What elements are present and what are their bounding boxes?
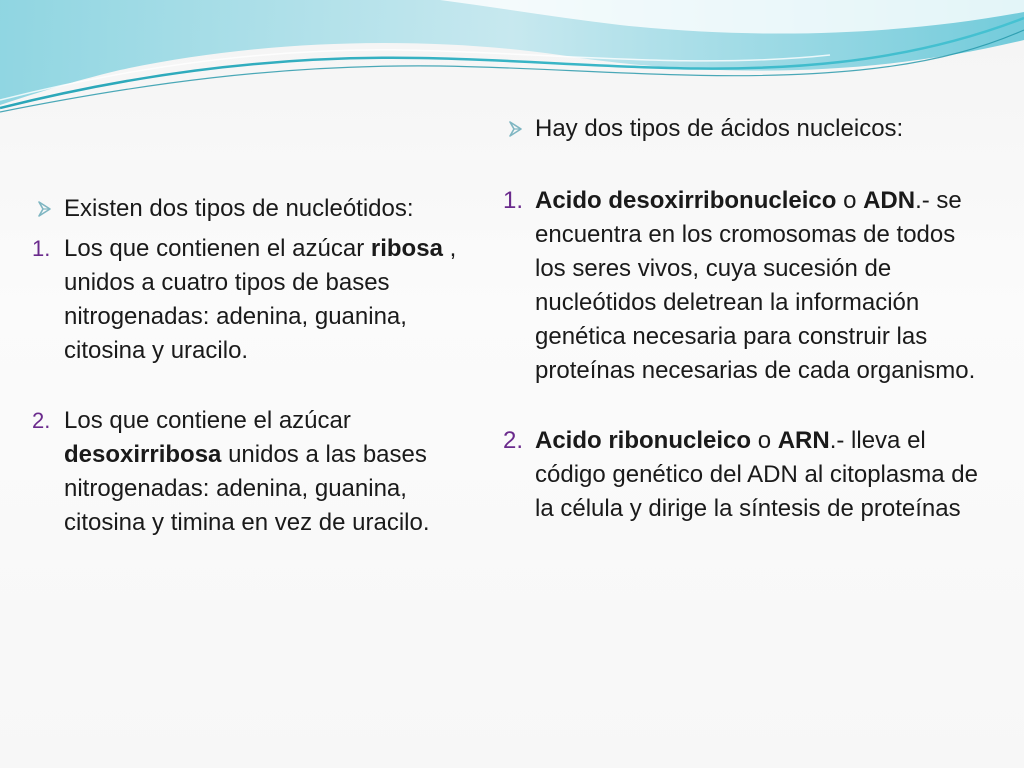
item-text-post: , unidos a cuatro tipos de bases nitrogenadas: adenina, guanina, citosina y uracilo. (64, 235, 457, 364)
left-bullet-text: Existen dos tipos de nucleótidos: (64, 195, 414, 222)
chevron-arrow-bullet-icon (36, 200, 54, 218)
item-acronym-bold: ARN (777, 427, 830, 454)
right-column (503, 112, 983, 526)
right-list-item-1 (503, 184, 983, 388)
item-text-bold: desoxirribosa (64, 441, 222, 468)
item-text-mid: o (751, 427, 778, 454)
item-term-bold: Acido ribonucleico (535, 427, 752, 454)
item-text-bold: ribosa (370, 235, 443, 262)
item-term-bold: Acido desoxirribonucleico (535, 187, 837, 214)
item-text-post: .- lleva el código genético del ADN al citoplasma de la célula y dirige la síntesis de proteínas (535, 427, 978, 522)
list-number: 1. (32, 236, 51, 261)
right-bullet (503, 112, 983, 146)
left-list-item-2 (32, 404, 492, 540)
right-list-item-2 (503, 424, 983, 526)
left-bullet (32, 192, 492, 226)
item-text-pre: Los que contiene el azúcar (64, 407, 351, 434)
item-text-mid: o (836, 187, 864, 214)
list-number: 2. (32, 408, 51, 433)
list-number: 1. (503, 187, 524, 214)
header-wave-decoration (0, 0, 1024, 120)
right-bullet-text: Hay dos tipos de ácidos nucleicos: (535, 115, 904, 142)
item-text-post: unidos a las bases nitrogenadas: adenina, guanina, citosina y timina en vez de uracilo. (64, 441, 430, 536)
list-number: 2. (503, 427, 524, 454)
item-acronym-bold: ADN (863, 187, 916, 214)
chevron-arrow-bullet-icon (507, 120, 525, 138)
item-text-pre: Los que contienen el azúcar (64, 235, 371, 262)
item-text-post: .- se encuentra en los cromosomas de todos los seres vivos, cuya sucesión de nucleótidos deletrean la información genética necesaria para construir las proteínas necesarias de cada organismo. (535, 187, 976, 384)
left-column (32, 192, 492, 540)
left-list-item-1 (32, 232, 492, 368)
